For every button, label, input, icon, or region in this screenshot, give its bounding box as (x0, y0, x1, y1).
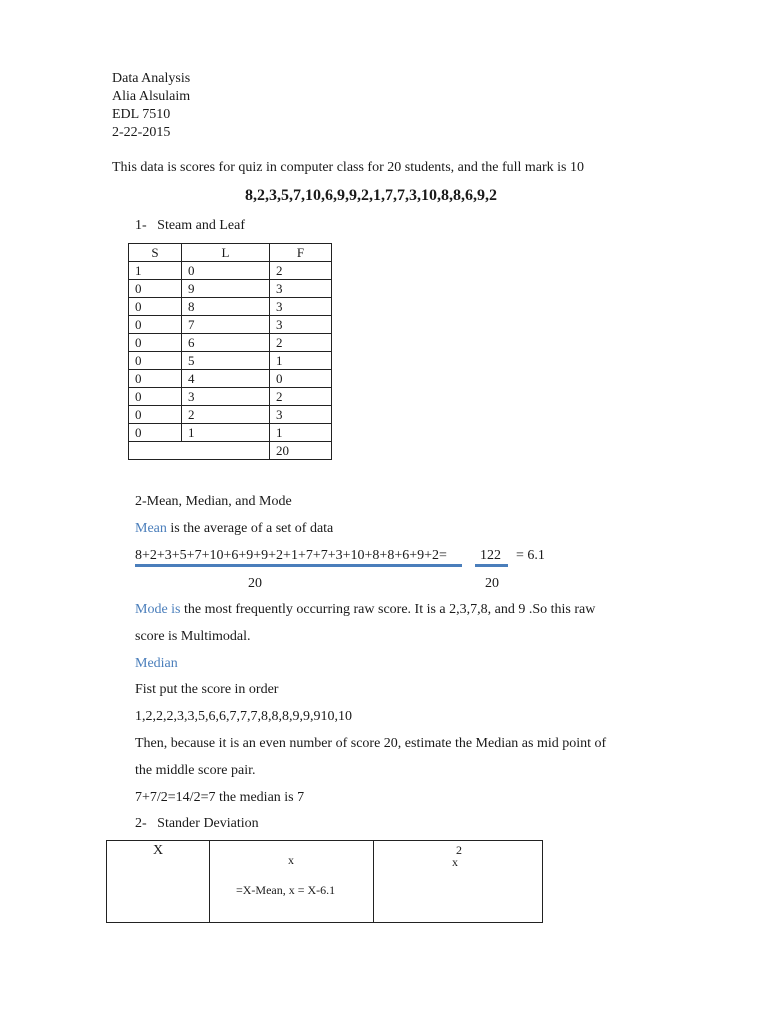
doc-title: Data Analysis (112, 71, 191, 86)
stem-cell: 0 (129, 316, 182, 334)
col-squared-header (374, 841, 543, 923)
doc-course: EDL 7510 (112, 107, 171, 122)
table-row (129, 334, 332, 352)
stem-cell: 0 (129, 388, 182, 406)
table-row (129, 370, 332, 388)
frequency-cell: 1 (270, 424, 332, 442)
mean-definition (135, 520, 333, 538)
col-squared-exponent: 2 (456, 843, 462, 857)
section3-title: Stander Deviation (157, 816, 259, 831)
section1-heading (135, 217, 245, 235)
intro-text: This data is scores for quiz in computer class for 20 students, and the full mark is 10 (112, 160, 585, 175)
stem-cell: 0 (129, 352, 182, 370)
col-deviation-formula: =X-Mean, x = X-6.1 (236, 883, 336, 897)
leaf-cell: 4 (182, 370, 270, 388)
table-header-row (129, 244, 332, 262)
stem-cell: 0 (129, 334, 182, 352)
header-frequency: F (270, 244, 332, 262)
frequency-cell: 3 (270, 280, 332, 298)
frequency-cell: 2 (270, 262, 332, 280)
col-x-label: X (152, 843, 164, 858)
table-row (129, 388, 332, 406)
header-stem: S (129, 244, 182, 262)
stem-cell: 0 (129, 424, 182, 442)
col-x-header (107, 841, 210, 923)
mean-sum: 122 (480, 548, 501, 563)
median-ordered-scores: 1,2,2,2,3,3,5,6,6,7,7,7,8,8,8,9,9,910,10 (135, 709, 352, 724)
table-row (129, 406, 332, 424)
col-deviation-symbol: x (288, 853, 294, 867)
leaf-cell: 7 (182, 316, 270, 334)
fraction-line-right (475, 564, 508, 567)
frequency-cell: 1 (270, 352, 332, 370)
table-row (129, 280, 332, 298)
frequency-cell: 3 (270, 406, 332, 424)
leaf-cell: 0 (182, 262, 270, 280)
median-step2: Then, because it is an even number of score 20, estimate the Median as mid point of (135, 736, 607, 751)
section3-number: 2- (135, 816, 147, 831)
stem-cell: 1 (129, 262, 182, 280)
table-row (129, 316, 332, 334)
std-dev-table (106, 840, 543, 923)
mean-term: Mean (135, 521, 167, 536)
total-label-cell (129, 442, 270, 460)
leaf-cell: 3 (182, 388, 270, 406)
table-row (129, 298, 332, 316)
col-squared-symbol: x (452, 855, 458, 869)
frequency-cell: 0 (270, 370, 332, 388)
frequency-cell: 3 (270, 298, 332, 316)
header-leaf: L (182, 244, 270, 262)
table-total-row (129, 442, 332, 460)
mean-denominator-left: 20 (248, 576, 262, 591)
leaf-cell: 5 (182, 352, 270, 370)
mode-term: Mode is (135, 602, 181, 617)
mean-denominator-right: 20 (485, 576, 499, 591)
stem-cell: 0 (129, 280, 182, 298)
median-step1: Fist put the score in order (135, 682, 279, 697)
section1-title: Steam and Leaf (157, 218, 246, 233)
frequency-cell: 2 (270, 388, 332, 406)
table-row (129, 424, 332, 442)
table-row (107, 841, 543, 923)
stem-cell: 0 (129, 406, 182, 424)
median-step2-cont: the middle score pair. (135, 763, 256, 778)
leaf-cell: 6 (182, 334, 270, 352)
mean-numerator: 8+2+3+5+7+10+6+9+9+2+1+7+7+3+10+8+8+6+9+2= (135, 548, 447, 563)
mean-result: = 6.1 (516, 548, 545, 563)
median-calculation: 7+7/2=14/2=7 the median is 7 (135, 790, 305, 805)
section3-heading (135, 815, 259, 833)
table-row (129, 262, 332, 280)
mode-def-text: the most frequently occurring raw score. It is a 2,3,7,8, and 9 .So this raw (180, 602, 596, 617)
table-row (129, 352, 332, 370)
doc-author: Alia Alsulaim (112, 89, 191, 104)
section1-number: 1- (135, 218, 147, 233)
leaf-cell: 2 (182, 406, 270, 424)
section2-heading: 2-Mean, Median, and Mode (135, 494, 292, 509)
doc-date: 2-22-2015 (112, 125, 171, 140)
leaf-cell: 8 (182, 298, 270, 316)
mode-definition-cont: score is Multimodal. (135, 629, 251, 644)
stem-cell: 0 (129, 370, 182, 388)
median-term: Median (135, 656, 178, 671)
leaf-cell: 9 (182, 280, 270, 298)
stem-leaf-table (128, 243, 332, 460)
leaf-cell: 1 (182, 424, 270, 442)
data-values: 8,2,3,5,7,10,6,9,9,2,1,7,7,3,10,8,8,6,9,2 (245, 187, 497, 204)
frequency-cell: 3 (270, 316, 332, 334)
mode-definition (135, 601, 595, 619)
fraction-line-left (135, 564, 462, 567)
total-frequency-cell: 20 (270, 442, 332, 460)
stem-cell: 0 (129, 298, 182, 316)
mean-def-text: is the average of a set of data (166, 521, 334, 536)
col-deviation-header (210, 841, 374, 923)
frequency-cell: 2 (270, 334, 332, 352)
